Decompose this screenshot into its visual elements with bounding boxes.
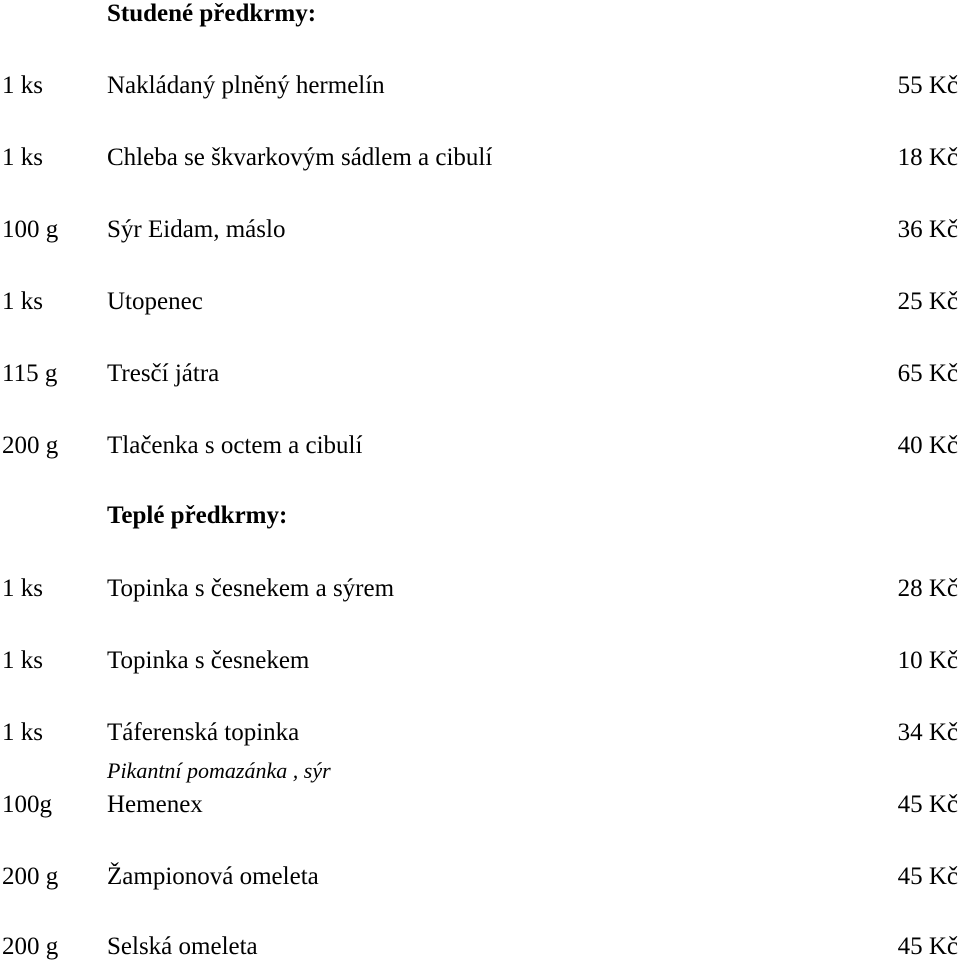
menu-item (0, 930, 960, 964)
item-name: Topinka s česnekem (107, 647, 310, 674)
item-quantity: 200 g (2, 863, 59, 890)
menu-item (0, 429, 960, 463)
menu-item (0, 572, 960, 606)
item-quantity: 1 ks (2, 288, 43, 315)
item-note: Pikantní pomazánka , sýr (107, 758, 331, 783)
item-price: 10 Kč (897, 647, 958, 674)
item-quantity: 1 ks (2, 144, 43, 171)
menu-item (0, 357, 960, 391)
item-price: 45 Kč (897, 791, 958, 818)
item-price: 45 Kč (897, 863, 958, 890)
item-quantity: 100 g (2, 216, 59, 243)
item-name: Žampionová omeleta (107, 863, 319, 890)
menu-item (0, 69, 960, 103)
menu-item (0, 716, 960, 750)
menu-item (0, 788, 960, 822)
section-heading-hot-starters: Teplé předkrmy: (107, 502, 288, 529)
menu-item (0, 644, 960, 678)
item-quantity: 100g (2, 791, 52, 818)
item-name: Selská omeleta (107, 933, 258, 960)
item-name: Topinka s česnekem a sýrem (107, 575, 395, 602)
menu-item (0, 285, 960, 319)
item-name: Sýr Eidam, máslo (107, 216, 286, 243)
item-quantity: 200 g (2, 933, 59, 960)
item-quantity: 115 g (2, 360, 58, 387)
item-quantity: 1 ks (2, 647, 43, 674)
item-price: 28 Kč (897, 575, 958, 602)
section-heading-cold-starters: Studené předkrmy: (107, 0, 317, 27)
item-price: 34 Kč (897, 719, 958, 746)
item-price: 65 Kč (897, 360, 958, 387)
item-quantity: 1 ks (2, 719, 43, 746)
item-name: Tresčí játra (107, 360, 220, 387)
item-price: 45 Kč (897, 933, 958, 960)
item-name: Tlačenka s octem a cibulí (107, 432, 363, 459)
item-name: Táferenská topinka (107, 719, 300, 746)
item-name: Utopenec (107, 288, 203, 315)
menu-item (0, 141, 960, 175)
item-price: 18 Kč (897, 144, 958, 171)
menu-item (0, 860, 960, 894)
item-quantity: 1 ks (2, 575, 43, 602)
item-price: 25 Kč (897, 288, 958, 315)
item-name: Hemenex (107, 791, 203, 818)
item-price: 40 Kč (897, 432, 958, 459)
item-price: 36 Kč (897, 216, 958, 243)
item-name: Chleba se škvarkovým sádlem a cibulí (107, 144, 493, 171)
item-quantity: 1 ks (2, 72, 43, 99)
item-price: 55 Kč (897, 72, 958, 99)
item-name: Nakládaný plněný hermelín (107, 72, 385, 99)
item-quantity: 200 g (2, 432, 59, 459)
menu-item (0, 213, 960, 247)
